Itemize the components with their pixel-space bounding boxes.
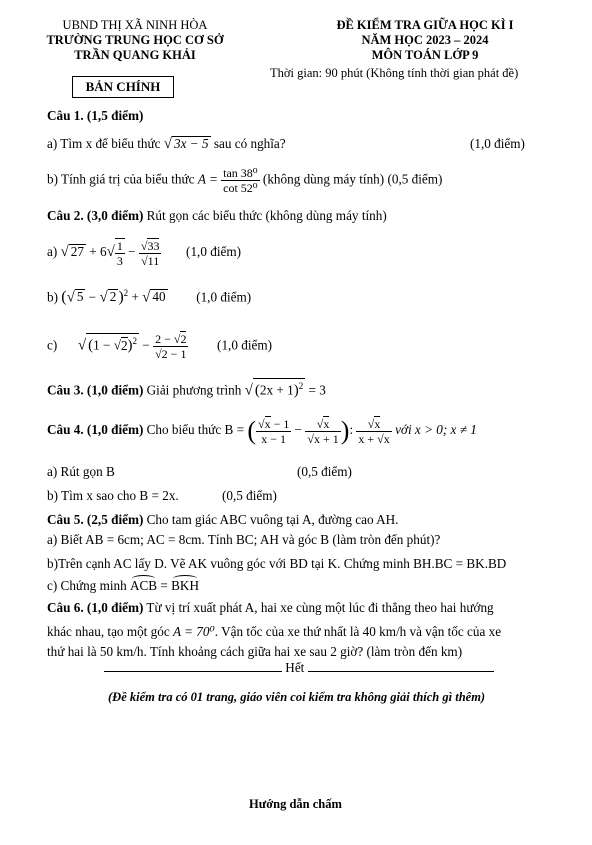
q2-b-points: (1,0 điểm) bbox=[196, 289, 252, 305]
q4-part-a: a) Rút gọn B bbox=[47, 464, 115, 479]
q4: Câu 4. (1,0 điểm) Cho biểu thức B = ( $\frac{√x - 1}{x - 1}$ − $\frac{√x}{√x + 1}$ ): $\frac{√x}{x + √x}$ với x > 0; x ≠ 1 bbox=[47, 416, 477, 446]
end-text: Hết bbox=[285, 660, 305, 675]
q5-part-a: a) Biết AB = 6cm; AC = 8cm. Tính BC; AH và góc B (làm tròn đến phút)? bbox=[47, 532, 441, 547]
q4-title: Câu 4. (1,0 điểm) bbox=[47, 422, 144, 438]
q3: Câu 3. (1,0 điểm) Giải phương trình √ $(2x + 1)^2 = 3$ bbox=[47, 378, 326, 399]
exam-header bbox=[290, 18, 560, 63]
q5-part-b: b)Trên cạnh AC lấy D. Vẽ AK vuông góc với BD tại K. Chứng minh BH.BC = BK.BD bbox=[47, 556, 507, 571]
q2-title: Câu 2. (3,0 điểm) bbox=[47, 208, 144, 223]
end-line-left bbox=[104, 661, 282, 672]
q2-a-points: (1,0 điểm) bbox=[186, 244, 241, 260]
header-right-line-3: MÔN TOÁN LỚP 9 bbox=[371, 48, 479, 62]
q5-c-right-angle: BKH bbox=[171, 578, 199, 593]
q6-text-2b: . Vận tốc của xe thứ nhất là 40 km/h và vận tốc của xe bbox=[214, 624, 502, 639]
q5-text: Cho tam giác ABC vuông tại A, đường cao AH. bbox=[146, 512, 399, 527]
q5 bbox=[47, 512, 398, 528]
q2-c-fraction: $\frac{2 - √2}{√2 - 1}$ bbox=[155, 332, 187, 361]
q2-b-label: b) bbox=[47, 289, 58, 305]
q2-heading bbox=[47, 208, 387, 224]
q1-a-points: (1,0 điểm) bbox=[470, 136, 525, 151]
sqrt-icon: √ bbox=[106, 244, 115, 261]
q6-title: Câu 6. (1,0 điểm) bbox=[47, 600, 144, 615]
school-header bbox=[20, 18, 250, 63]
original-badge: BẢN CHÍNH bbox=[72, 76, 174, 98]
q2-a-label: a) bbox=[47, 244, 58, 260]
exam-note: (Đề kiểm tra có 01 trang, giáo viên coi kiểm tra không giải thích gì thêm) bbox=[108, 690, 486, 704]
sqrt-icon: √ bbox=[163, 136, 173, 152]
q2-c-label: c) bbox=[47, 337, 58, 353]
q2-part-b: b) (√ 5 − √ 2 )$^2$ + √ 40 (1,0 điểm) bbox=[47, 288, 252, 306]
exam-time: Thời gian: 90 phút (Không tính thời gian phát đề) bbox=[270, 66, 519, 80]
q4-condition: với x > 0; x ≠ 1 bbox=[395, 422, 477, 438]
q2-part-a: a) √ 27 + 6√ $\frac{1}{3}$ − $\frac{√33}{√11}$ (1,0 điểm) bbox=[47, 238, 241, 268]
header-left-line-1: UBND THỊ XÃ NINH HÒA bbox=[62, 18, 208, 32]
header-right-line-2: NĂM HỌC 2023 – 2024 bbox=[361, 33, 489, 47]
end-marker bbox=[104, 660, 494, 676]
q1-title: Câu 1. (1,5 điểm) bbox=[47, 108, 144, 123]
header-left-line-3: TRẦN QUANG KHẢI bbox=[74, 48, 196, 62]
q2-title-tail: Rút gọn các biểu thức (không dùng máy tính) bbox=[143, 208, 387, 223]
q5-title: Câu 5. (2,5 điểm) bbox=[47, 512, 144, 527]
header-right-line-1: ĐỀ KIỂM TRA GIỮA HỌC KÌ I bbox=[336, 18, 514, 32]
q2-c-points: (1,0 điểm) bbox=[217, 337, 272, 353]
q1-part-b bbox=[47, 166, 442, 195]
q2-a-fraction: $\frac{√33}{√11}$ bbox=[140, 238, 160, 268]
q4-text: Cho biểu thức bbox=[146, 422, 222, 438]
q1-a-expr: 3x − 5 bbox=[174, 136, 209, 151]
q1-part-a bbox=[47, 136, 286, 153]
q6-text-2a: khác nhau, tạo một góc bbox=[47, 624, 170, 639]
angle-arc-icon bbox=[173, 575, 197, 582]
sqrt-icon: √ bbox=[60, 244, 69, 261]
q1-b-lhs: A = bbox=[197, 171, 218, 187]
q4-part-b: b) Tìm x sao cho B = 2x. bbox=[47, 488, 179, 503]
q6-text-1: Từ vị trí xuất phát A, hai xe cùng một lúc đi thẳng theo hai hướng bbox=[146, 600, 494, 615]
q6-angle: A = 70⁰ bbox=[172, 624, 215, 639]
q1-b-tail: (không dùng máy tính) (0,5 điểm) bbox=[262, 171, 443, 187]
q1-b-num: tan 38⁰ bbox=[223, 166, 258, 180]
q6-line-1 bbox=[47, 600, 494, 616]
q4-a-points: (0,5 điểm) bbox=[297, 464, 352, 479]
q1-a-text: a) Tìm x để biểu thức bbox=[47, 136, 161, 151]
q5-c-left-angle: ACB bbox=[129, 578, 158, 593]
q1-b-den: cot 52⁰ bbox=[223, 181, 258, 195]
q1-b-fraction bbox=[221, 166, 259, 195]
q2-part-c: c) √ $(1 - √2)^2$ − $\frac{2 - √2}{√2 - 1}$ (1,0 điểm) bbox=[47, 332, 272, 361]
end-line-right bbox=[308, 661, 494, 672]
q4-b-points: (0,5 điểm) bbox=[222, 488, 277, 503]
angle-arc-icon bbox=[132, 575, 155, 582]
q1-a-tail: sau có nghĩa? bbox=[213, 136, 286, 151]
q5-part-c: c) Chứng minh ACB = BKH bbox=[47, 578, 199, 594]
q5-c-text: c) Chứng minh bbox=[47, 578, 127, 593]
q1-b-text: b) Tính giá trị của biểu thức bbox=[47, 171, 195, 187]
q3-text: Giải phương trình bbox=[146, 382, 242, 398]
footer-title: Hướng dẫn chấm bbox=[249, 797, 342, 811]
q3-title: Câu 3. (1,0 điểm) bbox=[47, 382, 144, 398]
header-left-line-2: TRƯỜNG TRUNG HỌC CƠ SỞ bbox=[46, 33, 224, 47]
q6-line-2 bbox=[47, 624, 501, 640]
q6-line-3: thứ hai là 50 km/h. Tính khoảng cách giữa hai xe sau 2 giờ? (làm tròn đến km) bbox=[47, 644, 463, 659]
